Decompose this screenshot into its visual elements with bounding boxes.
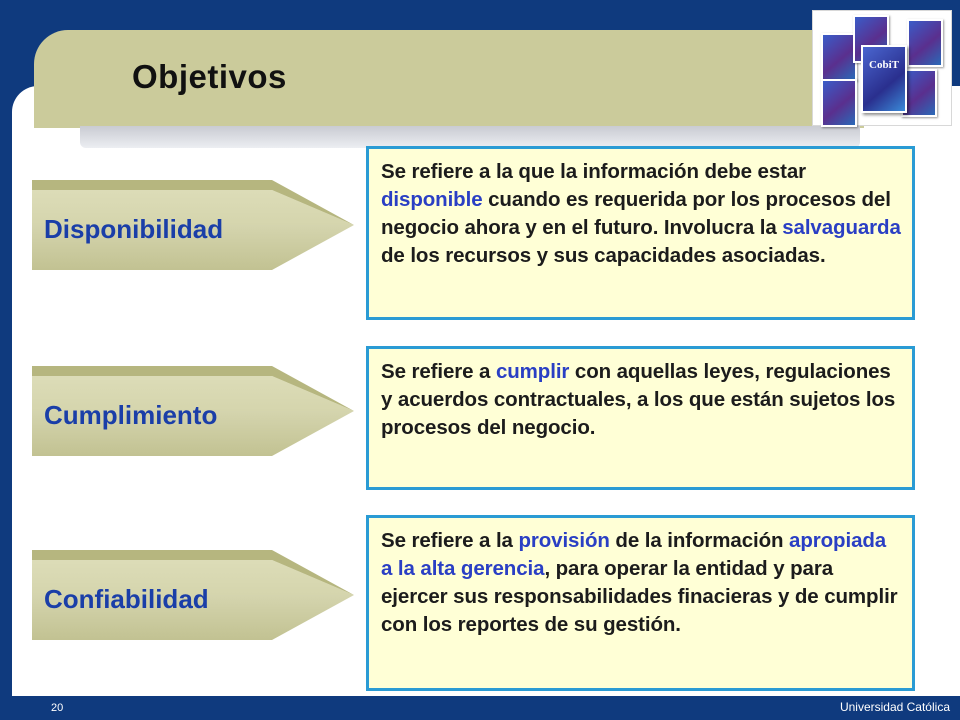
- slide-title: Objetivos: [132, 58, 287, 95]
- book-icon: [821, 33, 857, 81]
- logo-text: CobiT: [869, 59, 899, 71]
- arrow-label: Cumplimiento: [44, 400, 218, 430]
- description-box: [366, 515, 915, 691]
- description-box: [366, 346, 915, 490]
- arrow-tag-cumplimiento: [32, 366, 354, 456]
- highlighted-term: provisión: [518, 529, 610, 552]
- description-text: [381, 529, 898, 636]
- highlighted-term: cumplir: [495, 360, 570, 383]
- book-icon: [907, 19, 943, 67]
- text-segment: de la información: [609, 529, 790, 552]
- text-segment: cuando es requerida por los procesos del negocio ahora y en el futuro. Involucra la: [381, 188, 891, 239]
- page-number: 20: [51, 702, 64, 714]
- cobit-book-cover: [861, 45, 907, 113]
- description-text: [381, 360, 895, 439]
- highlighted-term: salvaguarda: [782, 216, 901, 239]
- highlighted-term: disponible: [381, 188, 483, 211]
- text-segment: Se refiere a la que la información debe estar: [381, 160, 807, 183]
- arrow-tag-disponibilidad: [32, 180, 354, 270]
- text-segment: con aquellas leyes, regulaciones y acuerdos contractuales, a los que están sujetos los procesos del negocio.: [381, 360, 896, 439]
- title-bar-shadow: [80, 126, 860, 148]
- arrow-label: Disponibilidad: [44, 214, 224, 244]
- book-icon: [821, 79, 857, 127]
- text-segment: Se refiere a: [381, 360, 496, 383]
- arrow-tag-confiabilidad: [32, 550, 354, 640]
- text-segment: de los recursos y sus capacidades asociadas.: [381, 244, 826, 267]
- text-segment: , para operar la entidad y para ejercer sus responsabilidades finacieras y de cumplir con los reportes de su gestión.: [381, 557, 898, 636]
- description-text: [381, 160, 901, 267]
- text-segment: Se refiere a la: [381, 529, 519, 552]
- description-box: [366, 146, 915, 320]
- cobit-books-icon: [812, 10, 952, 126]
- arrow-label: Confiabilidad: [44, 584, 209, 614]
- footer-organization: Universidad Católica: [839, 700, 950, 714]
- highlighted-term: apropiada a la alta gerencia: [381, 529, 887, 580]
